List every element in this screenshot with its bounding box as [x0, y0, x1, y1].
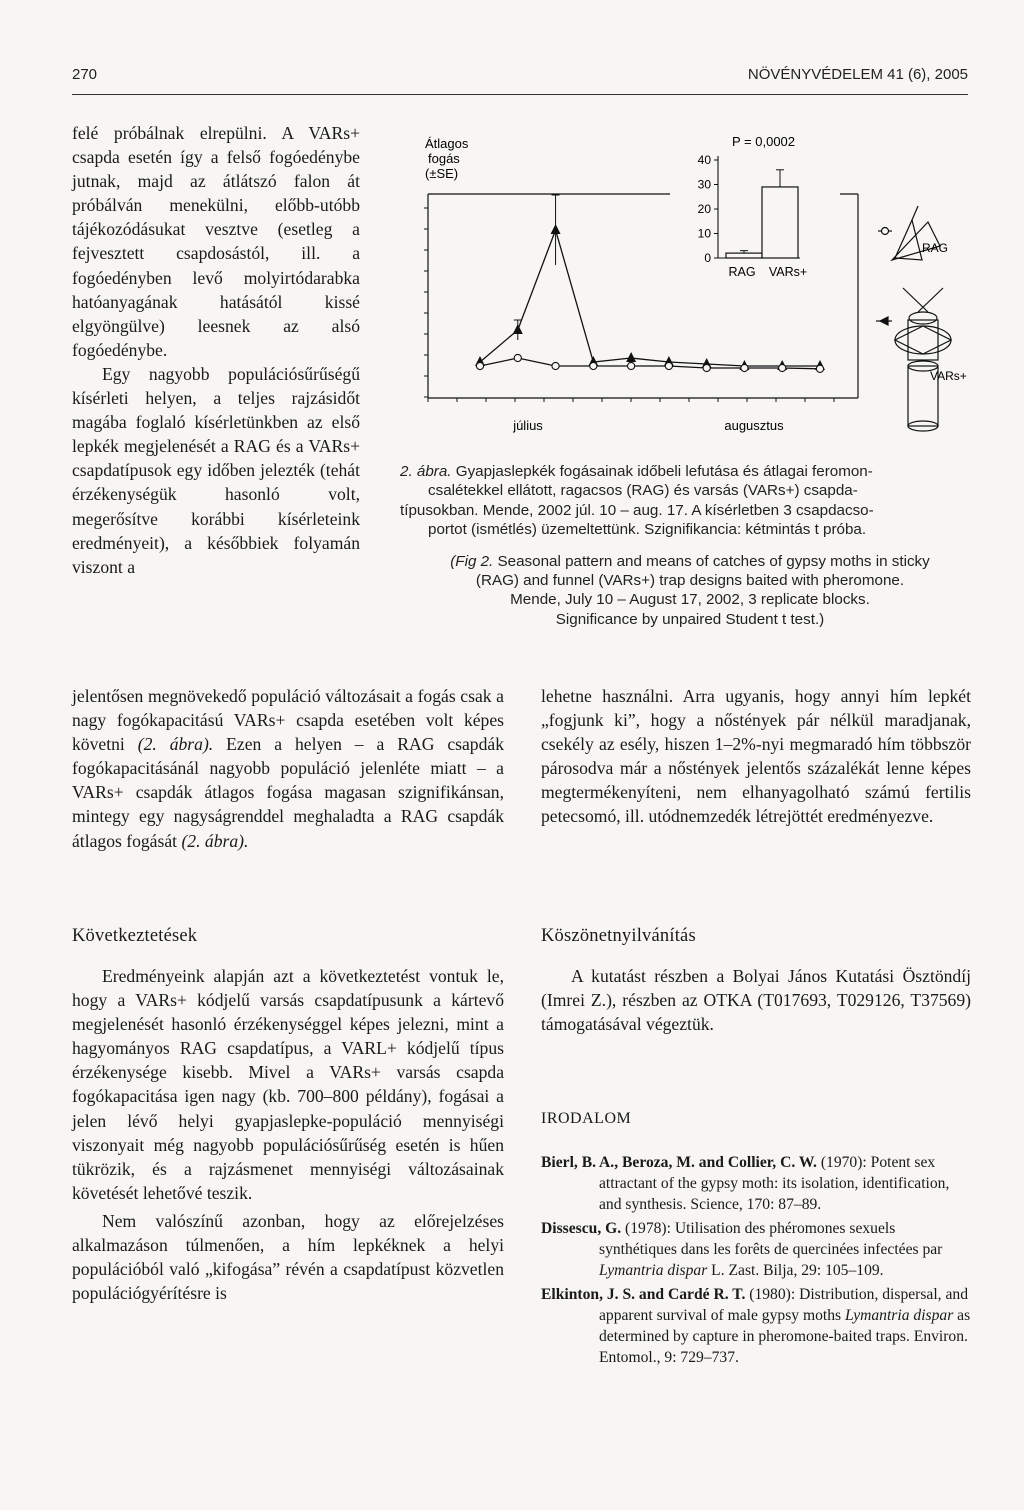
figure-reference: (2. ábra).: [137, 734, 214, 755]
data-point-rag: [816, 365, 823, 372]
section-heading-acknowledgements: Köszönetnyilvánítás: [541, 926, 696, 946]
caption-line: típusokban. Mende, 2002 júl. 10 – aug. 17. A kísérletben 3 csapdacso-: [400, 501, 874, 519]
reference-item: Elkinton, J. S. and Cardé R. T. (1980): Distribution, dispersal, and apparent survival of male gypsy moths Lymantria dispar as determined by capture in pheromone-baited traps. Environ. Entomol., 9: 729–737.: [541, 1286, 971, 1366]
figure-caption: [400, 462, 980, 629]
caption-english: [400, 552, 980, 630]
data-point-vars: [551, 224, 561, 234]
data-point-rag: [628, 362, 635, 369]
y-axis-label-line2: fogás: [428, 151, 460, 166]
reference-item: Dissescu, G. (1978): Utilisation des phéromones sexuels synthétiques dans les forêts de quercinées infectées par Lymantria dispar L. Zast. Bilja, 29: 105–109.: [541, 1220, 943, 1279]
caption-label: (Fig 2.: [450, 552, 494, 570]
caption-line: Mende, July 10 – August 17, 2002, 3 replicate blocks.: [510, 591, 870, 609]
caption-line: Significance by unpaired Student t test.): [555, 610, 825, 628]
body-text: Ezen a helyen – a RAG csapdák fogókapacitásánál nagyobb populáció jelenléte miatt – a VARs+ csapdák átlagos fogása magasan szignifikánsan, mintegy egy nagyságrenddel meghaladta a RAG csapdák átlagos fogását: [72, 734, 504, 851]
body-paragraph: lehetne használni. Arra ugyanis, hogy annyi hím lepkét „fogjunk ki”, hogy a nőstények pár nélkül maradjanak, csekély az esély, hiszen 1–2%-nyi megmaradó hím többször párosodva már a nőstények jelentős százalékát lenne képes megtermékenyíteni, nem elhanyagolható számú fertilis petecsomó, ill. utódnemzedék létrejöttét eredményezve.: [541, 686, 971, 827]
figure-reference: (2. ábra).: [181, 830, 249, 851]
acknowledgements-text: [541, 964, 971, 1036]
inset-y-tick-label: 30: [697, 177, 711, 192]
inset-bar-vars: [762, 187, 798, 258]
inset-y-tick-label: 40: [697, 153, 711, 167]
y-axis-label-line3: (±SE): [425, 166, 459, 181]
caption-hungarian: [400, 462, 980, 540]
vars-trap-icon: [876, 288, 951, 431]
inset-category-label: VARs+: [768, 265, 808, 279]
caption-line: portot (ismétlés) üzemeltettünk. Szignifikancia: kétmintás t próba.: [428, 521, 867, 539]
data-point-rag: [590, 362, 597, 369]
inset-y-tick-label: 20: [697, 202, 711, 216]
data-point-rag: [476, 362, 483, 369]
journal-title: NÖVÉNYVÉDELEM 41 (6), 2005: [747, 66, 968, 83]
references-heading: IRODALOM: [541, 1110, 632, 1127]
legend-label-vars: VARs+: [930, 369, 967, 383]
data-point-rag: [779, 364, 786, 371]
body-paragraph: [72, 684, 504, 853]
conclusions-text: [72, 964, 504, 1305]
data-point-vars: [626, 352, 636, 362]
inset-bar-rag: [726, 253, 762, 258]
left-column-wide: [72, 684, 504, 853]
inset-category-label: RAG: [728, 265, 756, 279]
y-axis-label-line1: Átlagos: [425, 136, 469, 151]
caption-line: (Fig 2. Seasonal pattern and means of catches of gypsy moths in sticky: [450, 552, 930, 570]
inset-y-tick-label: 10: [697, 226, 711, 241]
data-point-rag: [514, 354, 521, 361]
running-header: [72, 62, 968, 90]
caption-line: 2. ábra. Gyapjaslepkék fogásainak időbeli lefutása és átlagai feromon-: [400, 463, 873, 480]
legend-label-rag: RAG: [922, 241, 949, 255]
data-point-rag: [552, 362, 559, 369]
data-point-rag: [741, 364, 748, 371]
x-tick-label-august: augusztus: [724, 418, 784, 433]
right-column-text: [541, 684, 971, 829]
references-list: [541, 1152, 971, 1371]
body-paragraph: Nem valószínű azonban, hogy az előrejelzéses alkalmazáson túlmenően, a hím lepkéknek a helyi populációból való „kifogása” révén a csapdatípust közvetlen populációgyérítésre is: [72, 1210, 504, 1304]
main-y-ticks: [424, 208, 428, 397]
section-heading-conclusions: Következtetések: [72, 926, 198, 946]
x-tick-label-july: július: [513, 418, 543, 433]
page-number: 270: [72, 66, 98, 83]
caption-line: (RAG) and funnel (VARs+) trap designs baited with pheromone.: [475, 572, 905, 590]
inset-significance-label: P = 0,0002: [732, 134, 796, 149]
header-rule: [72, 94, 968, 95]
caption-label: 2. ábra.: [400, 463, 452, 480]
body-paragraph: A kutatást részben a Bolyai János Kutatási Ösztöndíj (Imrei Z.), részben az OTKA (T017693, T029126, T37569) támogatásával végeztük.: [541, 966, 971, 1035]
body-text: jelentősen megnövekedő populáció változásait a fogás csak a nagy fogókapacitású VARs+ csapda esetében volt képes követni: [72, 686, 504, 755]
left-column-narrow: [72, 121, 360, 579]
body-paragraph: Egy nagyobb populációsűrűségű kísérleti helyen, a teljes rajzásidőt magába foglaló kísérletünkben az első lepkék megjelenését a RAG és a VARs+ csapdatípusok egy időben jelezték (tehát érzékenységük hasonló volt, megerősítve korábbi kísérleteink eredményeit), a későbbiek folyamán viszont a: [72, 363, 360, 577]
body-paragraph: felé próbálnak elrepülni. A VARs+ csapda esetén így a felső fogóedénybe jutnak, majd az átlátszó falon át próbálván menekülni, előbb-utóbb tájékozódásukat vesztve (esetleg a fejvesztett csapdosástól, ill. a fogóedényben levő molyirtódarabka hatóanyagának hatásától kissé elgyöngülve) leesnek az alsó fogóedénybe.: [72, 123, 360, 360]
reference-item: Bierl, B. A., Beroza, M. and Collier, C. W. (1970): Potent sex attractant of the gypsy moth: its isolation, identification, and synthesis. Science, 170: 87–89.: [541, 1154, 950, 1213]
figure-2-chart: [380, 118, 980, 458]
caption-line: csalétekkel ellátott, ragacsos (RAG) és varsás (VARs+) csapda-: [428, 482, 858, 500]
data-point-rag: [703, 364, 710, 371]
inset-y-tick-label: 0: [704, 251, 711, 265]
data-point-rag: [665, 362, 672, 369]
data-point-vars: [513, 324, 523, 334]
body-paragraph: Eredményeink alapján azt a következtetést vontuk le, hogy a VARs+ kódjelű varsás csapdatípusunk a kártevő megjelenését hasonló érzékenységgel képes jelezni, mint a hagyományos RAG csapdatípus, a VARL+ kódjelű típus érzékenysége kisebb. Mivel a VARs+ varsás csapda fogókapacitása igen nagy (kb. 700–800 példány), fogásai a jelen lévő helyi gyapjaslepke-populáció mennyiségi viszonyait még nagyobb populációsűrűség esetén is hűen tükrözik, és a rajzásmenet mennyiségi változásainak követését lehetővé teszik.: [72, 966, 504, 1203]
